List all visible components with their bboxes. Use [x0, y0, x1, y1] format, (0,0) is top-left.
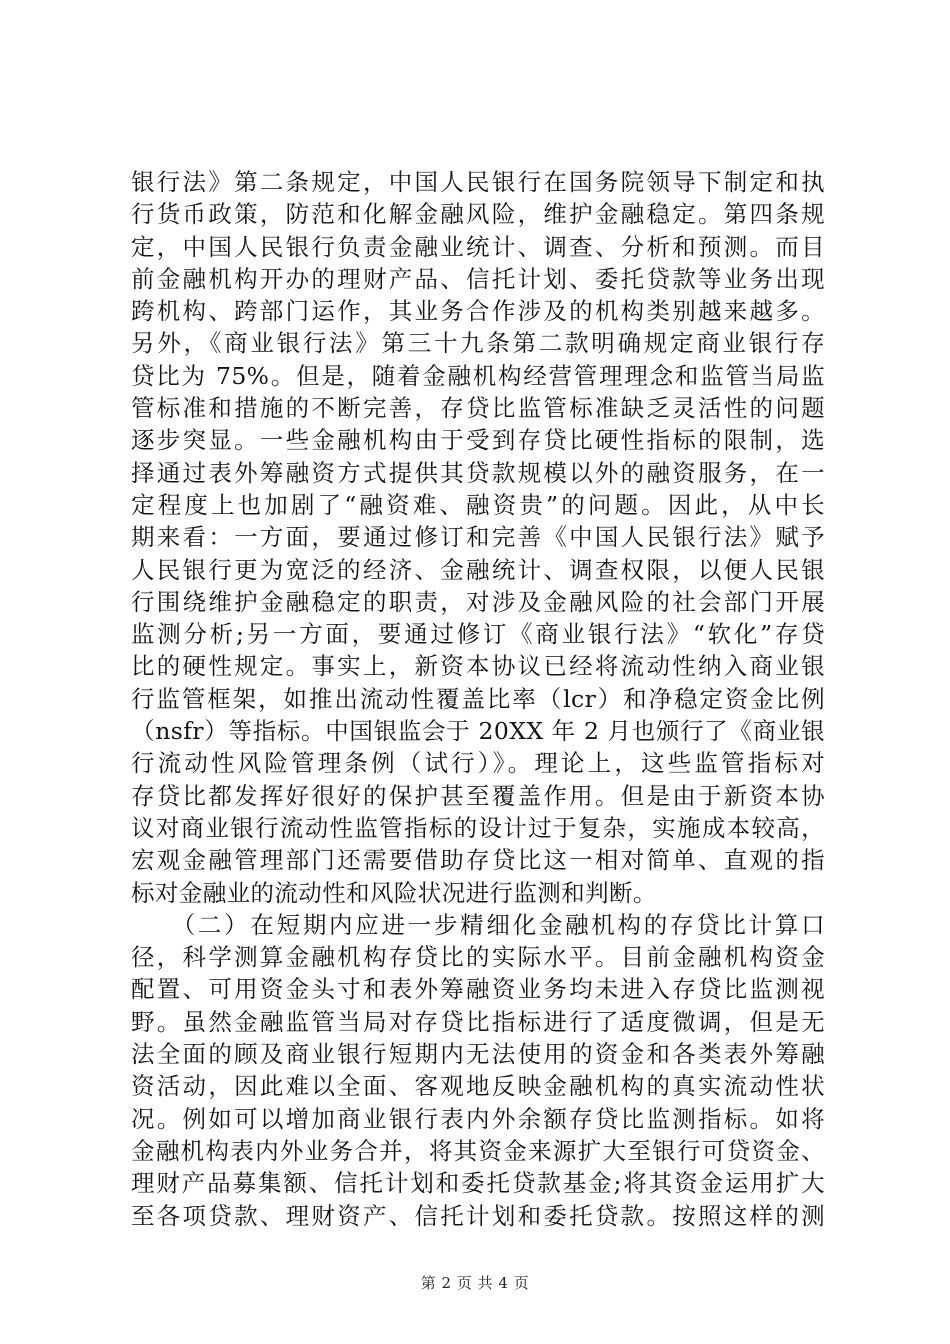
text-line: 另外，《商业银行法》第三十九条第二款明确规定商业银行存 [131, 329, 825, 358]
text-line: 径，科学测算金融机构存贷比的实际水平。目前金融机构资金 [131, 943, 825, 972]
text-line: 逐步突显。一些金融机构由于受到存贷比硬性指标的限制，选 [131, 426, 825, 455]
text-line: 议对商业银行流动性监管指标的设计过于复杂，实施成本较高， [131, 813, 825, 842]
text-line: 银行法》第二条规定，中国人民银行在国务院领导下制定和执 [131, 168, 825, 196]
text-line: 定程度上也加剧了“融资难、融资贵”的问题。因此，从中长 [131, 490, 825, 519]
text-line: （nsfr）等指标。中国银监会于 20XX 年 2 月也颁行了《商业银 [131, 717, 825, 746]
text-line: 标对金融业的流动性和风险状况进行监测和判断。 [131, 878, 657, 907]
text-line: 况。例如可以增加商业银行表内外余额存贷比监测指标。如将 [131, 1104, 825, 1133]
text-line: 配置、可用资金头寸和表外筹融资业务均未进入存贷比监测视 [131, 975, 825, 1004]
text-line: 理财产品募集额、信托计划和委托贷款基金;将其资金运用扩大 [131, 1169, 825, 1198]
text-line: 监测分析;另一方面，要通过修订《商业银行法》“软化”存贷 [131, 620, 825, 649]
text-line: 比的硬性规定。事实上，新资本协议已经将流动性纳入商业银 [131, 652, 825, 681]
text-line: 定，中国人民银行负责金融业统计、调查、分析和预测。而目 [131, 232, 825, 261]
text-line: 资活动，因此难以全面、客观地反映金融机构的真实流动性状 [131, 1072, 825, 1101]
text-line: （二）在短期内应进一步精细化金融机构的存贷比计算口 [131, 910, 825, 939]
text-line: 行货币政策，防范和化解金融风险，维护金融稳定。第四条规 [131, 200, 825, 229]
text-line: 管标准和措施的不断完善，存贷比监管标准缺乏灵活性的问题 [131, 394, 825, 423]
text-line: 贷比为 75%。但是，随着金融机构经营管理理念和监管当局监 [131, 361, 825, 390]
text-line: 法全面的顾及商业银行短期内无法使用的资金和各类表外筹融 [131, 1040, 825, 1069]
text-line: 择通过表外筹融资方式提供其贷款规模以外的融资服务，在一 [131, 458, 825, 487]
text-line: 跨机构、跨部门运作，其业务合作涉及的机构类别越来越多。 [131, 297, 825, 326]
text-line: 宏观金融管理部门还需要借助存贷比这一相对简单、直观的指 [131, 846, 825, 875]
text-line: 行流动性风险管理条例（试行）》。理论上，这些监管指标对 [131, 749, 825, 778]
text-line: 行监管框架，如推出流动性覆盖比率（lcr）和净稳定资金比例 [131, 684, 825, 713]
body-text [131, 166, 825, 1232]
text-line: 期来看：一方面，要通过修订和完善《中国人民银行法》赋予 [131, 523, 825, 552]
page-footer: 第 2 页 共 4 页 [420, 1274, 530, 1292]
text-line: 行围绕维护金融稳定的职责，对涉及金融风险的社会部门开展 [131, 587, 825, 616]
text-line: 人民银行更为宽泛的经济、金融统计、调查权限，以便人民银 [131, 555, 825, 584]
text-line: 金融机构表内外业务合并，将其资金来源扩大至银行可贷资金、 [131, 1136, 825, 1165]
text-line: 存贷比都发挥好很好的保护甚至覆盖作用。但是由于新资本协 [131, 781, 825, 810]
text-line: 野。虽然金融监管当局对存贷比指标进行了适度微调，但是无 [131, 1007, 825, 1036]
text-line: 至各项贷款、理财资产、信托计划和委托贷款。按照这样的测 [131, 1201, 825, 1230]
text-line: 前金融机构开办的理财产品、信托计划、委托贷款等业务出现 [131, 264, 825, 293]
